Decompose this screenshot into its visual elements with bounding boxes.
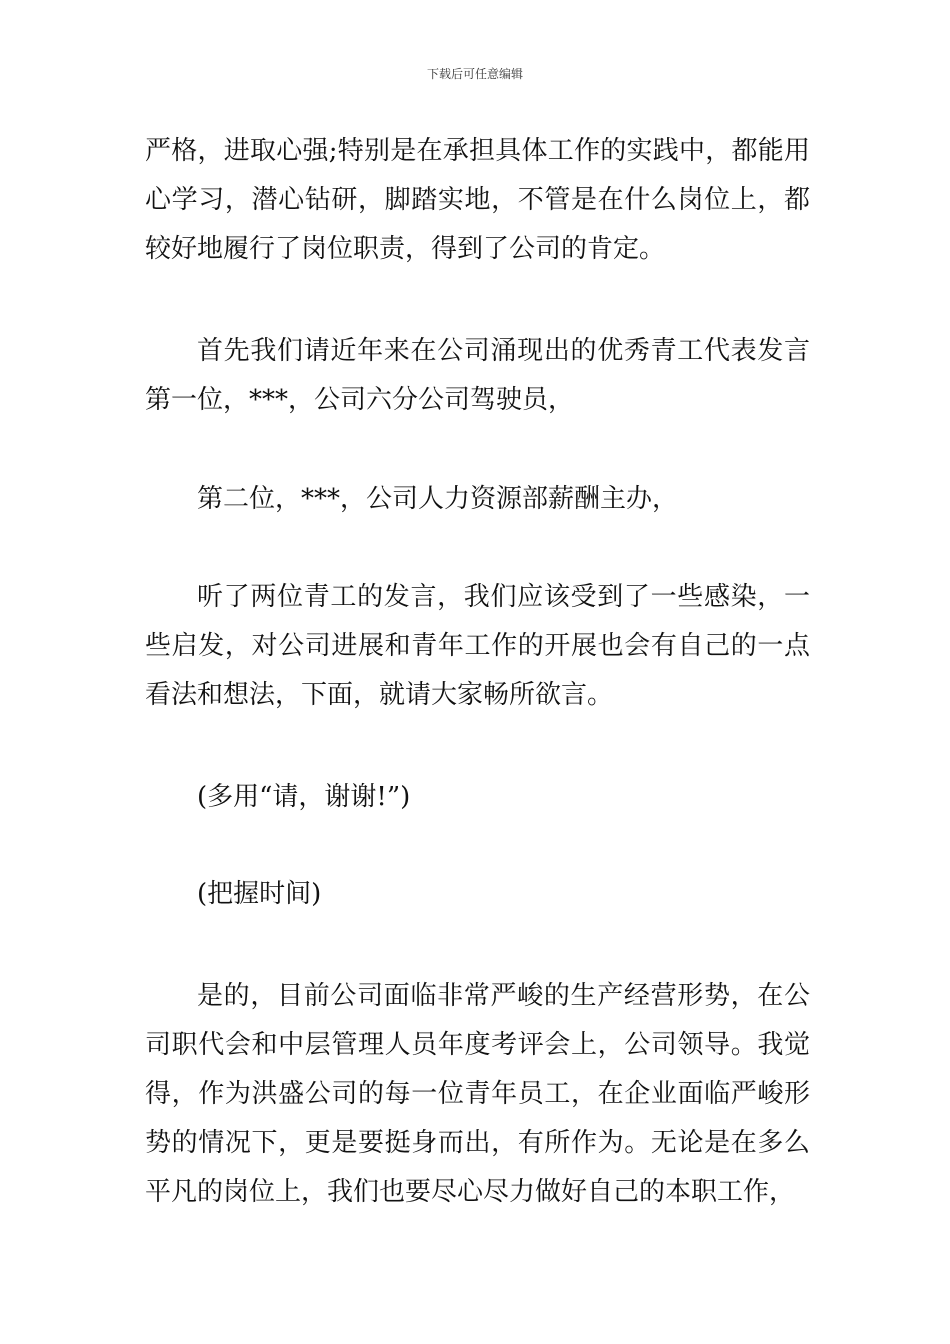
- paragraph-note-time: (把握时间): [197, 879, 322, 909]
- paragraph-situation: 是的，目前公司面临非常严峻的生产经营形势，在公司职代会和中层管理人员年度考评会上，公司领导。我觉得，作为洪盛公司的每一位青年员工，在企业面临严峻形势的情况下，更是要挺身而出，有所作为。无论是在多么平凡的岗位上，我们也要尽心尽力做好自己的本职工作，: [145, 981, 810, 1207]
- paragraph-discussion: 听了两位青工的发言，我们应该受到了一些感染，一些启发，对公司进展和青年工作的开展也会有自己的一点看法和想法，下面，就请大家畅所欲言。: [145, 582, 810, 710]
- paragraph-note-please: (多用“请，谢谢!”): [197, 782, 411, 812]
- paragraph-second-speaker: 第二位，***，公司人力资源部薪酬主办，: [197, 484, 679, 514]
- paragraph-first-speaker: 首先我们请近年来在公司涌现出的优秀青工代表发言第一位，***，公司六分公司驾驶员，: [145, 336, 810, 415]
- page-header: 下载后可任意编辑: [426, 67, 523, 81]
- paragraph-continuation: 严格，进取心强;特别是在承担具体工作的实践中，都能用心学习，潜心钻研，脚踏实地，不管是在什么岗位上，都较好地履行了岗位职责，得到了公司的肯定。: [145, 136, 810, 264]
